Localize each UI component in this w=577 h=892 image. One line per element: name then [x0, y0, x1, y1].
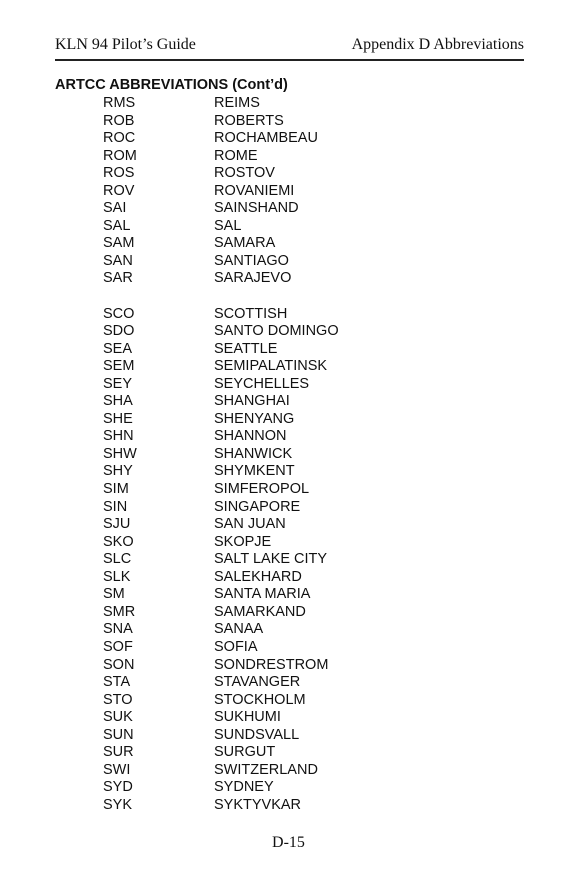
abbreviation-name: SWITZERLAND	[214, 761, 318, 778]
abbreviation-name: SKOPJE	[214, 533, 272, 550]
abbreviation-code: ROM	[103, 147, 137, 164]
abbreviation-name: SHYMKENT	[214, 463, 295, 480]
list-item	[0, 411, 577, 429]
abbreviation-code: SNA	[103, 621, 133, 638]
list-item	[0, 200, 577, 218]
abbreviation-name: SAINSHAND	[214, 200, 299, 217]
abbreviation-name: SANTA MARIA	[214, 586, 311, 603]
list-item	[0, 534, 577, 552]
abbreviation-code: SEA	[103, 340, 133, 357]
list-item	[0, 569, 577, 587]
abbreviation-code: SHW	[103, 445, 137, 462]
list-item	[0, 306, 577, 324]
abbreviation-code: SYD	[103, 779, 133, 796]
abbreviation-name: SAL	[214, 217, 242, 234]
list-item	[0, 376, 577, 394]
abbreviation-name: SALEKHARD	[214, 568, 302, 585]
abbreviation-name: STAVANGER	[214, 674, 301, 691]
list-item	[0, 235, 577, 253]
abbreviation-code: SDO	[103, 323, 135, 340]
abbreviation-name: SUNDSVALL	[214, 726, 300, 743]
list-item	[0, 95, 577, 113]
header-appendix-title: Appendix D Abbreviations	[351, 36, 524, 53]
abbreviation-code: SON	[103, 656, 135, 673]
list-item	[0, 183, 577, 201]
page-header	[55, 33, 524, 61]
list-item	[0, 481, 577, 499]
abbreviation-name: ROSTOV	[214, 165, 275, 182]
list-item	[0, 586, 577, 604]
abbreviation-name: SIMFEROPOL	[214, 481, 310, 498]
abbreviation-name: SONDRESTROM	[214, 656, 329, 673]
abbreviation-code: SAR	[103, 270, 133, 287]
list-item	[0, 499, 577, 517]
abbreviation-code: SEY	[103, 375, 133, 392]
abbreviation-code: SHY	[103, 463, 133, 480]
abbreviation-code: SKO	[103, 533, 134, 550]
abbreviation-code: SEM	[103, 358, 135, 375]
section-title: ARTCC ABBREVIATIONS (Cont’d)	[55, 77, 288, 93]
abbreviation-name: SYDNEY	[214, 779, 274, 796]
abbreviation-code: ROC	[103, 130, 136, 147]
page-number: D-15	[272, 834, 305, 851]
abbreviation-code: SAL	[103, 217, 131, 234]
list-item	[0, 358, 577, 376]
abbreviation-code: SUK	[103, 709, 133, 726]
abbreviation-name: SCOTTISH	[214, 305, 288, 322]
list-item	[0, 270, 577, 288]
abbreviation-code: SHN	[103, 428, 134, 445]
abbreviation-name: SINGAPORE	[214, 498, 301, 515]
list-item	[0, 323, 577, 341]
abbreviation-name: STOCKHOLM	[214, 691, 306, 708]
abbreviation-code: SLK	[103, 568, 131, 585]
abbreviation-code: RMS	[103, 95, 136, 111]
header-guide-title: KLN 94 Pilot’s Guide	[55, 36, 196, 53]
abbreviation-code: SIN	[103, 498, 128, 515]
abbreviation-name: SHENYANG	[214, 410, 295, 427]
list-item	[0, 744, 577, 762]
abbreviation-name: SAN JUAN	[214, 516, 286, 533]
abbreviation-name: SYKTYVKAR	[214, 796, 302, 813]
list-item	[0, 218, 577, 236]
abbreviation-code: ROV	[103, 182, 135, 199]
abbreviation-name: SOFIA	[214, 638, 258, 655]
list-item	[0, 709, 577, 727]
abbreviation-code: STA	[103, 674, 131, 691]
abbreviation-code: SIM	[103, 481, 129, 498]
abbreviation-name: REIMS	[214, 95, 260, 111]
abbreviation-code: STO	[103, 691, 133, 708]
abbreviation-code: SOF	[103, 638, 133, 655]
abbreviation-name: ROME	[214, 147, 258, 164]
list-item	[0, 253, 577, 271]
abbreviation-name: ROCHAMBEAU	[214, 130, 318, 147]
abbreviation-name: ROBERTS	[214, 112, 284, 129]
abbreviation-code: SJU	[103, 516, 131, 533]
abbreviation-code: SLC	[103, 551, 132, 568]
abbreviation-code: SAI	[103, 200, 127, 217]
abbreviation-name: SEYCHELLES	[214, 375, 310, 392]
list-item	[0, 727, 577, 745]
abbreviation-code: SUN	[103, 726, 134, 743]
list-item	[0, 463, 577, 481]
abbreviation-code: SAM	[103, 235, 135, 252]
list-item	[0, 639, 577, 657]
list-item	[0, 779, 577, 797]
abbreviation-name: SHANWICK	[214, 445, 293, 462]
list-item	[0, 674, 577, 692]
abbreviation-name: SAMARA	[214, 235, 276, 252]
abbreviation-name: SANTO DOMINGO	[214, 323, 339, 340]
abbreviation-name: SANAA	[214, 621, 264, 638]
abbreviation-code: SM	[103, 586, 125, 603]
list-item	[0, 165, 577, 183]
list-item	[0, 428, 577, 446]
abbreviation-name: SALT LAKE CITY	[214, 551, 328, 568]
abbreviation-name: SEMIPALATINSK	[214, 358, 328, 375]
list-item	[0, 130, 577, 148]
abbreviation-code: SCO	[103, 305, 135, 322]
abbreviation-name: SANTIAGO	[214, 252, 289, 269]
list-item	[0, 797, 577, 815]
abbreviation-name: SUKHUMI	[214, 709, 281, 726]
abbreviation-code: SYK	[103, 796, 133, 813]
list-item	[0, 341, 577, 359]
abbreviation-name: ROVANIEMI	[214, 182, 295, 199]
abbreviation-code: ROB	[103, 112, 135, 129]
abbreviation-code: ROS	[103, 165, 135, 182]
abbreviation-name: SEATTLE	[214, 340, 278, 357]
list-item	[0, 657, 577, 675]
list-item	[0, 692, 577, 710]
abbreviation-code: SHA	[103, 393, 133, 410]
list-item	[0, 604, 577, 622]
abbreviation-name: SHANGHAI	[214, 393, 290, 410]
abbreviation-code: SUR	[103, 744, 134, 761]
list-item	[0, 148, 577, 166]
abbreviation-code: SWI	[103, 761, 131, 778]
list-item	[0, 516, 577, 534]
list-item	[0, 393, 577, 411]
list-item	[0, 762, 577, 780]
abbreviation-name: SHANNON	[214, 428, 287, 445]
abbreviation-name: SAMARKAND	[214, 603, 306, 620]
list-item	[0, 551, 577, 569]
abbreviation-code: SAN	[103, 252, 133, 269]
abbreviation-code: SHE	[103, 410, 133, 427]
abbreviation-name: SARAJEVO	[214, 270, 292, 287]
abbreviation-list	[0, 95, 577, 814]
abbreviation-code: SMR	[103, 603, 136, 620]
list-item	[0, 621, 577, 639]
abbreviation-name: SURGUT	[214, 744, 276, 761]
list-item	[0, 446, 577, 464]
list-item	[0, 113, 577, 131]
